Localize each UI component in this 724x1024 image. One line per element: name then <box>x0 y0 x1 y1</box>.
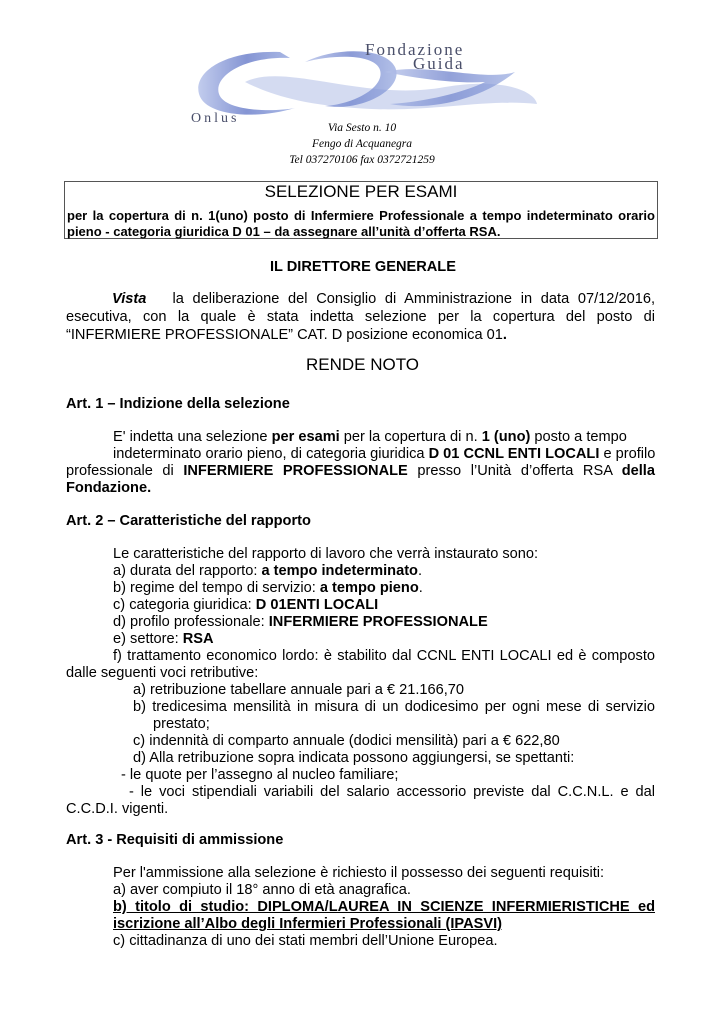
art1-text: professionale di <box>66 463 184 479</box>
art2-label: e) settore: <box>113 631 183 647</box>
intro-line-3-end: . <box>502 327 507 343</box>
address-phone: Tel 037270106 fax 0372721259 <box>289 154 435 166</box>
art1-bold: della <box>621 463 655 479</box>
art1-text: presso l’Unità d’offerta RSA <box>407 463 622 479</box>
logo-text-guida: Guida <box>413 54 465 73</box>
art1-bold: INFERMIERE PROFESSIONALE <box>183 463 408 479</box>
art1-text: posto a tempo <box>530 429 627 445</box>
art1-line-4: Fondazione. <box>66 480 152 496</box>
art2-value: RSA <box>182 631 214 647</box>
intro-line-2: esecutiva, con la quale è stata indetta selezione per la copertura del posto di <box>66 309 655 325</box>
document-subtitle: per la copertura di n. 1(uno) posto di Infermiere Professionale a tempo indeterminato orario pieno - categoria giuridica D 01 – da assegnare all’unità d’offerta RSA. <box>67 208 655 239</box>
art2-item-a <box>113 563 422 580</box>
art3-item-b-line-2: iscrizione all’Albo degli Infermieri Professionali (IPASVI) <box>113 916 502 932</box>
art2-item-d <box>113 614 488 631</box>
art1-line-2 <box>113 446 655 463</box>
art2-intro: Le caratteristiche del rapporto di lavoro che verrà instaurato sono: <box>113 546 539 562</box>
art1-text: e profilo <box>599 446 656 462</box>
art2-end: . <box>417 563 423 579</box>
logo-text-fondazione: Fondazione <box>365 42 465 59</box>
art2-item-b <box>113 580 423 597</box>
art1-text: indeterminato orario pieno, di categoria giuridica <box>113 446 429 462</box>
art2-quote-2-line-2: C.C.D.I. vigenti. <box>66 801 169 817</box>
art3-item-c: c) cittadinanza di uno dei stati membri dell’Unione Europea. <box>113 933 498 949</box>
art3-intro: Per l'ammissione alla selezione è richiesto il possesso dei seguenti requisiti: <box>113 865 605 881</box>
intro-line-3-text: “INFERMIERE PROFESSIONALE” CAT. D posizione economica 01 <box>66 327 503 343</box>
art3-item-b-line-1: b) titolo di studio: DIPLOMA/LAUREA IN SCIENZE INFERMIERISTICHE ed <box>113 899 655 915</box>
art2-sub-b-line-1: b) tredicesima mensilità in misura di un dodicesimo per ogni mese di servizio <box>133 699 655 715</box>
art2-heading: Art. 2 – Caratteristiche del rapporto <box>66 513 311 529</box>
art1-line-3 <box>66 463 655 480</box>
art1-line-1 <box>113 429 627 446</box>
art2-sub-d: d) Alla retribuzione sopra indicata possono aggiungersi, se spettanti: <box>133 750 575 766</box>
foundation-logo <box>185 42 545 124</box>
art2-sub-b-line-2: prestato; <box>153 716 210 732</box>
title-box <box>64 181 658 239</box>
art1-text: per la copertura di n. <box>339 429 482 445</box>
art2-label: d) profilo professionale: <box>113 614 269 630</box>
art2-label: b) regime del tempo di servizio: <box>113 580 320 596</box>
vista-word: Vista <box>112 291 147 307</box>
art1-bold: per esami <box>271 429 340 445</box>
art2-value: a tempo pieno <box>319 580 419 596</box>
art2-value: a tempo indeterminato <box>261 563 418 579</box>
art2-quote-2-line-1: - le voci stipendiali variabili del salario accessorio previste dal C.C.N.L. e dal <box>129 784 655 800</box>
art3-heading: Art. 3 - Requisiti di ammissione <box>66 832 284 848</box>
intro-line-1-text: la deliberazione del Consiglio di Amministrazione in data 07/12/2016, <box>172 291 655 307</box>
rende-noto-heading: RENDE NOTO <box>306 355 420 374</box>
address-town: Fengo di Acquanegra <box>311 138 413 150</box>
logo-text-onlus: Onlus <box>191 111 240 124</box>
address-street: Via Sesto n. 10 <box>327 122 397 134</box>
art2-item-c <box>113 597 378 614</box>
direttore-heading: IL DIRETTORE GENERALE <box>270 259 456 275</box>
art2-quote-1: - le quote per l’assegno al nucleo familiare; <box>121 767 399 783</box>
art2-value: INFERMIERE PROFESSIONALE <box>268 614 488 630</box>
art2-end: . <box>418 580 423 596</box>
art1-heading: Art. 1 – Indizione della selezione <box>66 396 290 412</box>
art2-label: c) categoria giuridica: <box>113 597 256 613</box>
intro-line-1 <box>66 291 655 308</box>
art1-bold: D 01 CCNL ENTI LOCALI <box>428 446 600 462</box>
intro-line-3 <box>66 327 507 344</box>
art1-text: E' indetta una selezione <box>113 429 272 445</box>
art3-item-a: a) aver compiuto il 18° anno di età anagrafica. <box>113 882 411 898</box>
art1-bold: 1 (uno) <box>481 429 531 445</box>
art2-item-e <box>113 631 214 648</box>
art2-item-f-line-2: dalle seguenti voci retributive: <box>66 665 259 681</box>
art2-value: D 01ENTI LOCALI <box>255 597 379 613</box>
art2-label: a) durata del rapporto: <box>113 563 262 579</box>
art2-sub-a: a) retribuzione tabellare annuale pari a € 21.166,70 <box>133 682 465 698</box>
document-title: SELEZIONE PER ESAMI <box>264 182 458 201</box>
art2-sub-c: c) indennità di comparto annuale (dodici mensilità) pari a € 622,80 <box>133 733 560 749</box>
art2-item-f-line-1: f) trattamento economico lordo: è stabilito dal CCNL ENTI LOCALI ed è composto <box>113 648 655 664</box>
